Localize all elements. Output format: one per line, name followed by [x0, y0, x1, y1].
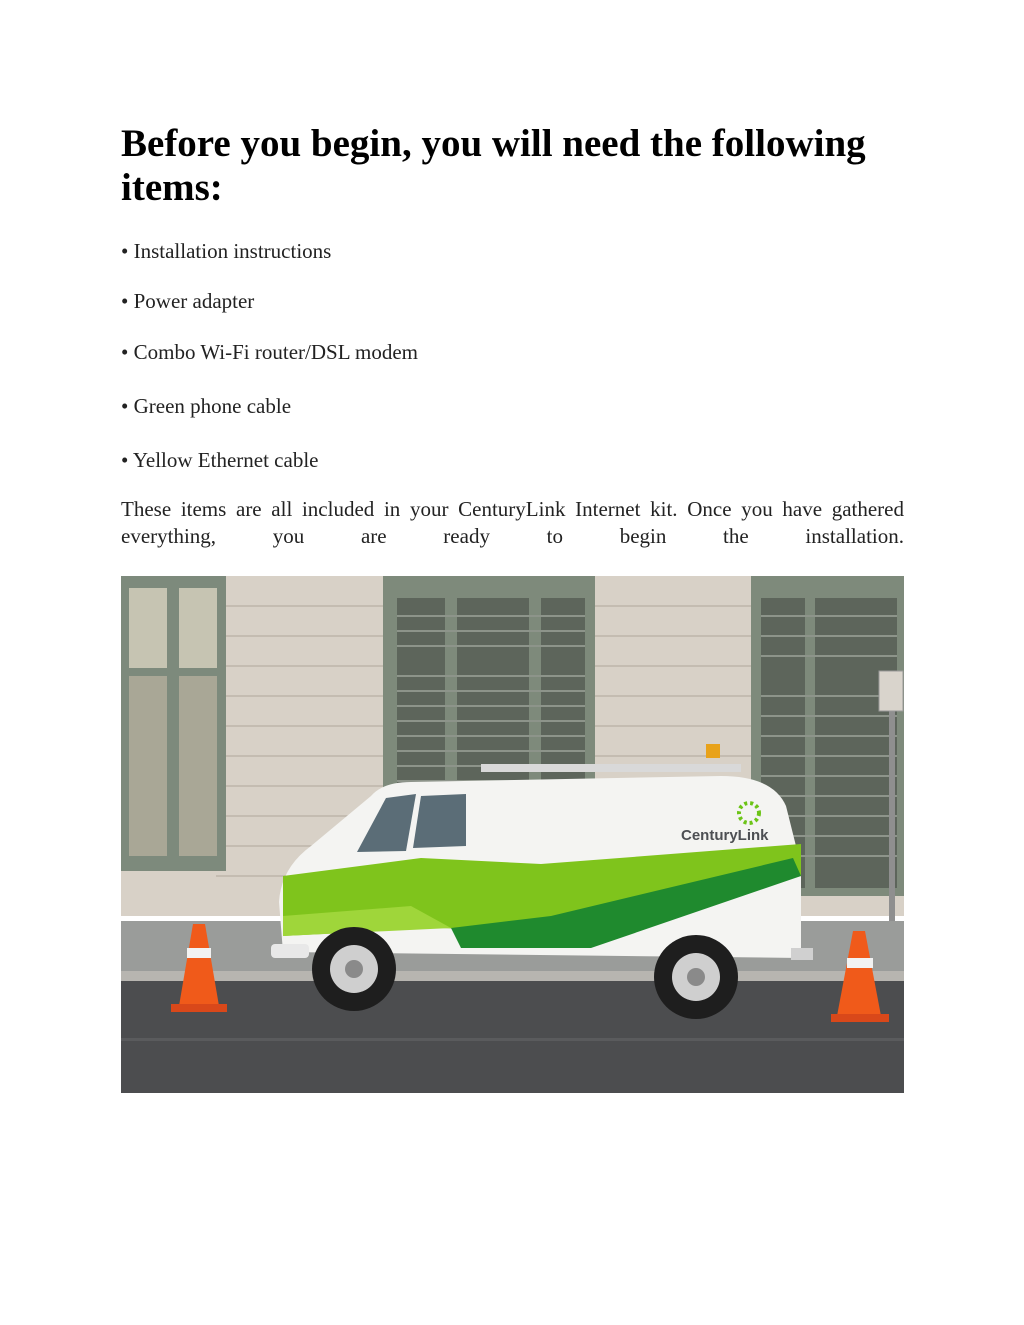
page-title: Before you begin, you will need the following items:: [121, 122, 866, 209]
list-item-router-modem: • Combo Wi-Fi router/DSL modem: [121, 340, 418, 364]
body-paragraph: These items are all included in your CenturyLink Internet kit. Once you have gathered everything, you are ready to begin the installation.: [121, 497, 904, 548]
list-item-instructions: • Installation instructions: [121, 239, 332, 263]
list-item-ethernet-cable: • Yellow Ethernet cable: [121, 448, 319, 472]
van-logo-text: CenturyLink: [681, 827, 769, 844]
service-van-photo: [121, 576, 904, 1093]
list-item-phone-cable: • Green phone cable: [121, 394, 292, 418]
list-item-power-adapter: • Power adapter: [121, 289, 255, 313]
